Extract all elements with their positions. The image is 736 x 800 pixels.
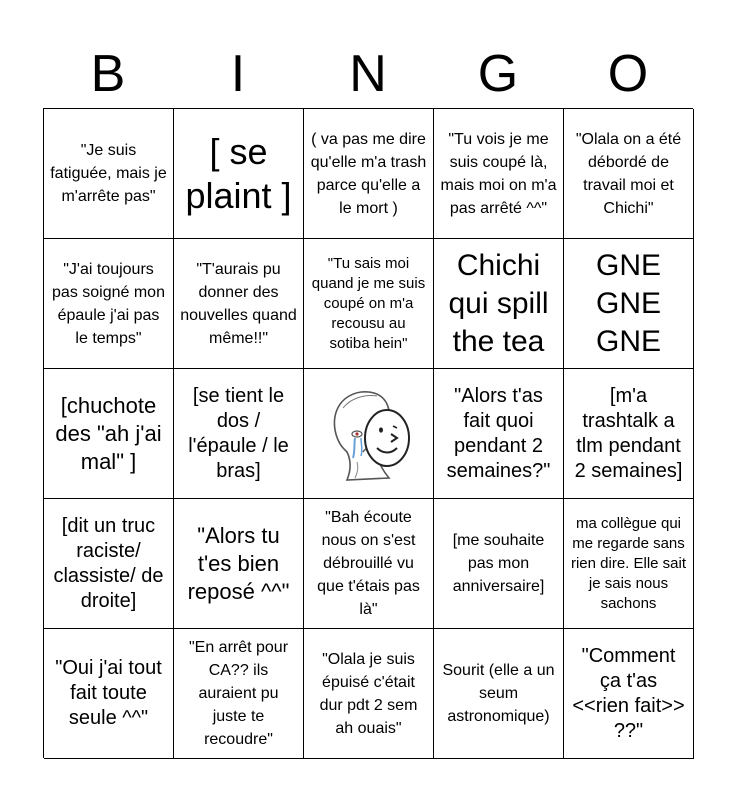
bingo-cell[interactable] <box>174 239 304 369</box>
cell-text: Chichi qui spill the tea <box>448 248 549 358</box>
cell-text: "Oui j'ai tout fait toute seule ^^" <box>55 657 162 729</box>
bingo-cell[interactable] <box>174 499 304 629</box>
bingo-cell[interactable] <box>44 109 174 239</box>
bingo-grid <box>43 108 693 758</box>
bingo-header <box>43 40 693 108</box>
cell-text: "Alors tu t'es bien reposé ^^" <box>187 522 290 604</box>
cell-text: "Olala je suis épuisé c'était dur pdt 2 sem ah ouais" <box>319 650 418 737</box>
cell-text: [m'a trashtalk a tlm pendant 2 semaines] <box>574 384 683 482</box>
cell-text: "En arrêt pour CA?? ils auraient pu juste te recoudre" <box>188 639 289 748</box>
header-letter-g: G <box>477 45 519 103</box>
bingo-cell[interactable] <box>434 109 564 239</box>
bingo-cell[interactable] <box>564 239 694 369</box>
bingo-cell[interactable] <box>564 369 694 499</box>
cell-text: "Tu sais moi quand je me suis coupé on m'a recousu au sotiba hein" <box>311 254 426 352</box>
bingo-cell[interactable] <box>434 369 564 499</box>
cell-text: ma collègue qui me regarde sans rien dire. Elle sait je sais nous sachons <box>570 514 687 612</box>
bingo-cell[interactable] <box>44 499 174 629</box>
bingo-cell[interactable] <box>304 629 434 759</box>
cell-text: [dit un truc raciste/ classiste/ de droite] <box>53 514 164 612</box>
bingo-cell[interactable] <box>304 239 434 369</box>
cell-text: "Comment ça t'as <<rien fait>> ??" <box>572 644 685 742</box>
header-letter-b: B <box>90 45 126 103</box>
bingo-cell[interactable] <box>564 629 694 759</box>
bingo-cell[interactable] <box>174 109 304 239</box>
header-letter-o: O <box>607 45 649 103</box>
cell-text: GNE GNE GNE <box>595 248 661 358</box>
bingo-cell[interactable] <box>44 239 174 369</box>
header-letter-i: I <box>230 45 246 103</box>
bingo-cell[interactable] <box>174 629 304 759</box>
bingo-cell[interactable] <box>564 109 694 239</box>
header-letter-n: N <box>349 45 387 103</box>
crying-wojak-mask-icon <box>317 382 421 486</box>
bingo-cell[interactable] <box>434 629 564 759</box>
bingo-cell[interactable] <box>434 239 564 369</box>
bingo-cell[interactable] <box>44 629 174 759</box>
cell-text: "Alors t'as fait quoi pendant 2 semaines?" <box>446 384 551 482</box>
bingo-cell[interactable] <box>304 499 434 629</box>
cell-text: "Bah écoute nous on s'est débrouillé vu que t'étais pas là" <box>317 509 420 618</box>
cell-text: "Tu vois je me suis coupé là, mais moi on m'a pas arrêté ^^" <box>440 130 557 217</box>
bingo-cell[interactable] <box>174 369 304 499</box>
cell-text: "T'aurais pu donner des nouvelles quand même!!" <box>180 260 297 347</box>
cell-text: "J'ai toujours pas soigné mon épaule j'ai pas le temps" <box>52 260 165 347</box>
cell-text: "Je suis fatiguée, mais je m'arrête pas" <box>50 142 167 205</box>
bingo-cell[interactable] <box>564 499 694 629</box>
bingo-cell[interactable] <box>44 369 174 499</box>
cell-text: Sourit (elle a un seum astronomique) <box>442 662 555 725</box>
free-space-cell[interactable] <box>304 369 434 499</box>
cell-text: [se tient le dos / l'épaule / le bras] <box>188 384 289 482</box>
bingo-cell[interactable] <box>434 499 564 629</box>
cell-text: "Olala on a été débordé de travail moi et Chichi" <box>575 130 682 217</box>
cell-text: [chuchote des "ah j'ai mal" ] <box>55 392 162 474</box>
cell-text: ( va pas me dire qu'elle m'a trash parce qu'elle a le mort ) <box>310 130 427 217</box>
cell-text: [me souhaite pas mon anniversaire] <box>452 532 545 595</box>
cell-text: [ se plaint ] <box>185 130 292 216</box>
bingo-cell[interactable] <box>304 109 434 239</box>
